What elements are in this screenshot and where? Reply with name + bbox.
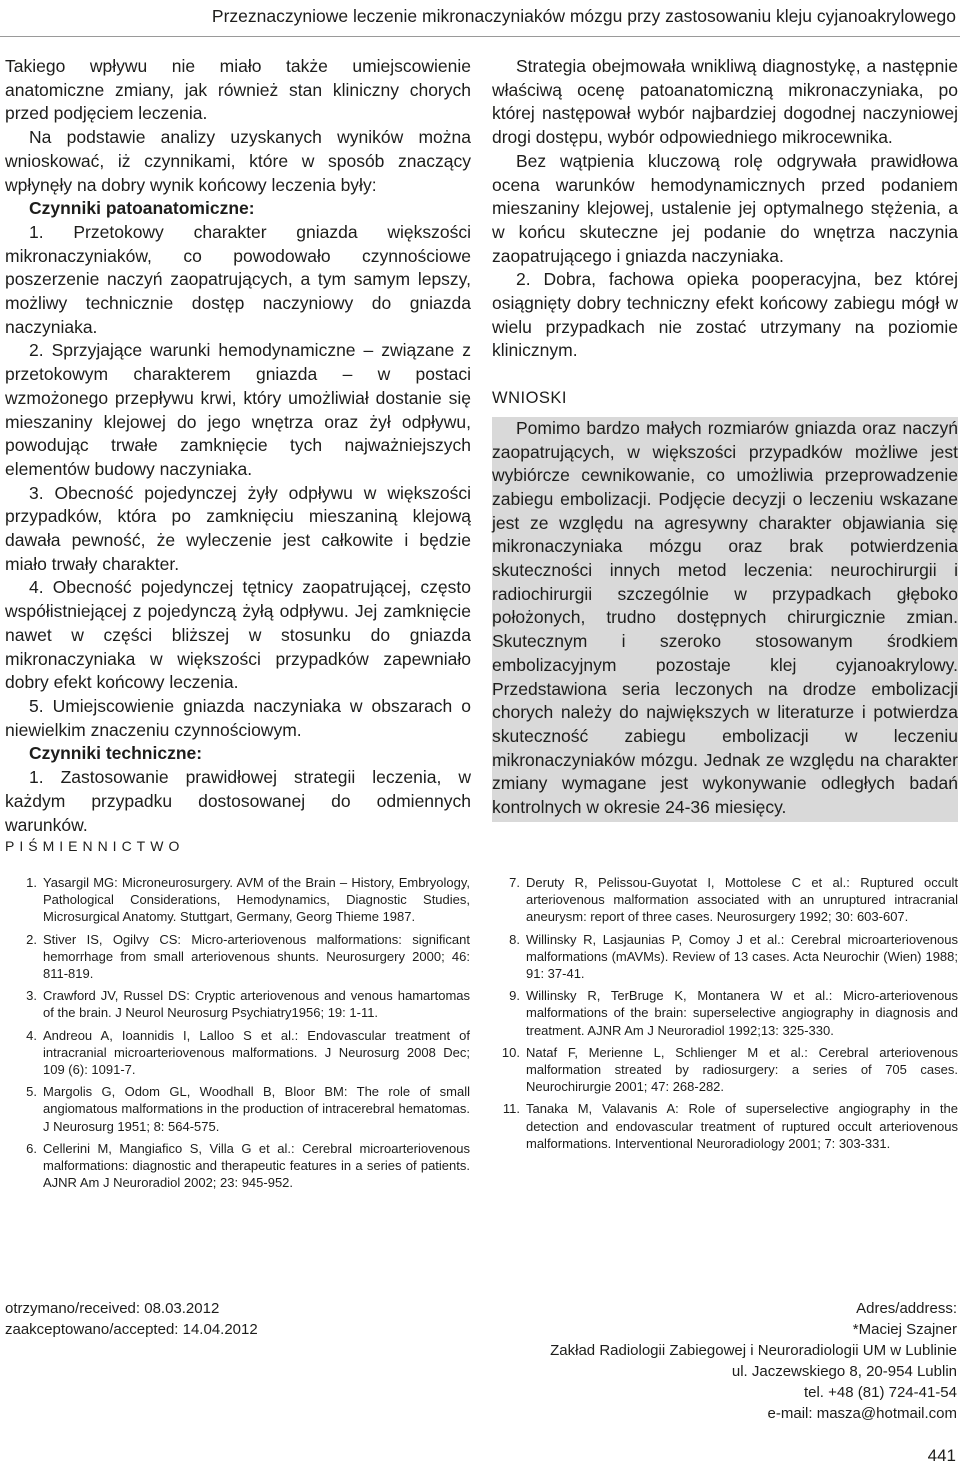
header-title: Przeznaczyniowe leczenie mikronaczyniaków mózgu przy zastosowaniu kleju cyjanoakrylowego — [211, 6, 956, 26]
reference-text: Nataf F, Merienne L, Schlienger M et al.: Cerebral arteriovenous malformation streated by radiosurgery: a series of 705 cases. Neurochirurgie 2001; 47: 268-282. — [526, 1044, 958, 1095]
reference-item — [498, 1100, 958, 1152]
references-left — [15, 874, 470, 1196]
reference-number: 7. — [509, 875, 520, 890]
correspondence-address — [550, 1298, 957, 1424]
running-header — [0, 0, 960, 37]
reference-number: 4. — [26, 1027, 37, 1043]
section-heading-conclusions: WNIOSKI — [492, 389, 568, 408]
paragraph: 4. Obecność pojedynczej tętnicy zaopatrującej, często współistniejącej z pojedynczą żyłą odpływu. Jej zamknięcie nawet w części bliższej w stosunku do gniazda mikronaczyniaka w większości przypadków zapewniało dobry efekt końcowy leczenia. — [5, 577, 471, 693]
paragraph: 1. Przetokowy charakter gniazda większości mikronaczyniaków, co powodowało czynnościowe poszerzenie naczyń zaopatrujących, a tym samym lepszy, możliwy technicznie dostęp naczyniowy do gniazda naczyniaka. — [5, 221, 471, 337]
conclusions-box: Pomimo bardzo małych rozmiarów gniazda oraz naczyń zaopatrujących, w większości przypadków możliwe jest wybiórcze cewnikowanie, co umożliwia przeprowadzenie zabiegu embolizacji. Podjęcie decyzji o leczeniu wskazane jest ze względu na agresywny charakter objawiania się mikronaczyniaka mózgu oraz brak potwierdzenia skuteczności innych metod leczenia: neurochirurgii i radiochirurgii szczególnie w przypadkach głęboko położonych, trudno dostępnych chirurgicznie zmian. Skutecznym i szeroko stosowanym środkiem embolizacyjnym pozostaje klej cyjanoakrylowy. Przedstawiona seria leczonych na drodze embolizacji chorych należy do największych w literaturze i potwierdza skuteczność zabiegu embolizacji w leczeniu mikronaczyniaków mózgu. Jednak ze względu na charakter zmiany wymagane jest wykonywanie odległych badań kontrolnych w okresie 24-36 miesięcy. — [492, 417, 958, 822]
reference-item — [15, 987, 470, 1021]
reference-text: Willinsky R, Lasjaunias P, Comoy J et al.: Cerebral microarteriovenous malformations (mAVMs). Review of 13 cases. Acta Neurochir (Wien) 1988; 91: 37-41. — [526, 931, 958, 982]
manuscript-dates — [5, 1298, 258, 1340]
email: e-mail: masza@hotmail.com — [767, 1405, 957, 1422]
reference-number: 10. — [501, 1044, 520, 1060]
reference-number: 2. — [26, 931, 37, 947]
left-column — [5, 55, 471, 837]
reference-text: Deruty R, Pelissou-Guyotat I, Mottolese C et al.: Ruptured occult arteriovenous malformation associated with an unruptured intracranial aneurysm: report of three cases. Neurosurgery 1992; 30: 603-607. — [526, 875, 958, 925]
subheading-pathoanatomical: Czynniki patoanatomiczne: — [29, 198, 255, 219]
paragraph: 3. Obecność pojedynczej żyły odpływu w większości przypadków, która po zamknięciu mieszaniną klejową dawała pewność, że wyleczenie jest całkowite i będzie miało trwały charakter. — [5, 482, 471, 574]
reference-item — [15, 874, 470, 926]
paragraph: Bez wątpienia kluczową rolę odgrywała prawidłowa ocena warunków hemodynamicznych przed podaniem mieszaniny klejowej, ustalenie jej optymalnego stężenia, a w końcu skuteczne jej podanie do wnętrza naczynia zaopatrującego i gniazda naczyniaka. — [492, 150, 958, 266]
institution: Zakład Radiologii Zabiegowej i Neuroradiologii UM w Lublinie — [550, 1342, 957, 1359]
subheading-technical: Czynniki techniczne: — [29, 743, 203, 764]
author-name: *Maciej Szajner — [852, 1321, 957, 1338]
accepted-date: zaakceptowano/accepted: 14.04.2012 — [5, 1321, 258, 1338]
reference-item — [498, 931, 958, 983]
paragraph: Takiego wpływu nie miało także umiejscowienie anatomiczne zmiany, jak również stan kliniczny chorych przed podjęciem leczenia. — [5, 56, 471, 124]
reference-number: 3. — [26, 988, 37, 1004]
reference-number: 5. — [26, 1084, 37, 1100]
received-date: otrzymano/received: 08.03.2012 — [5, 1300, 220, 1317]
reference-number: 8. — [509, 931, 520, 947]
reference-item — [498, 1044, 958, 1096]
right-column — [492, 55, 958, 822]
page-number: 441 — [927, 1446, 956, 1465]
paragraph: Na podstawie analizy uzyskanych wyników można wnioskować, iż czynnikami, które w sposób znaczący wpłynęły na dobry wynik końcowy leczenia były: — [5, 127, 471, 195]
street-address: ul. Jaczewskiego 8, 20-954 Lublin — [731, 1363, 957, 1380]
references-title: PIŚMIENNICTWO — [5, 838, 185, 854]
reference-item — [498, 987, 958, 1039]
reference-text: Willinsky R, TerBruge K, Montanera W et al.: Micro-arteriovenous malformations of the brain: superselective angiography in diagnosis and treatment. AJNR Am J Neuroradiol 1992;13: 325-330. — [526, 988, 958, 1038]
reference-item — [15, 1027, 470, 1079]
paragraph: 5. Umiejscowienie gniazda naczyniaka w obszarach o niewielkim znaczeniu czynnościowym. — [5, 695, 471, 740]
reference-item — [15, 1140, 470, 1192]
reference-number: 6. — [26, 1140, 37, 1156]
paragraph: 1. Zastosowanie prawidłowej strategii leczenia, w każdym przypadku dostosowanej do odmiennych warunków. — [5, 767, 471, 835]
reference-text: Cellerini M, Mangiafico S, Villa G et al.: Cerebral microarteriovenous malformations: diagnostic and therapeutic features in a series of patients. AJNR Am J Neuroradiol 2002; 23: 945-952. — [43, 1140, 470, 1191]
reference-text: Crawford JV, Russel DS: Cryptic arteriovenous and venous hamartomas of the brain. J Neurol Neurosurg Psychiatry1956; 19: 1-11. — [43, 988, 470, 1021]
paragraph: 2. Dobra, fachowa opieka pooperacyjna, bez której osiągnięty dobry techniczny efekt końcowy zabiegu mógł w wielu przypadkach nie zostać utrzymany na poziomie klinicznym. — [492, 269, 958, 361]
paragraph: 2. Sprzyjające warunki hemodynamiczne – związane z przetokowym charakterem gniazda – w postaci wzmożonego przepływu krwi, który umożliwiał dostanie się mieszaniny klejowej do jego wnętrza oraz żył odpływu, powodując trwałe zamknięcie tych najważniejszych elementów budowy naczyniaka. — [5, 340, 471, 479]
address-label: Adres/address: — [856, 1300, 957, 1317]
reference-number: 11. — [502, 1101, 520, 1117]
phone: tel. +48 (81) 724-41-54 — [803, 1384, 957, 1401]
reference-text: Stiver IS, Ogilvy CS: Micro-arteriovenous malformations: significant hemorrhage from small arteriovenous shunts. Neurosurgery 2000; 46: 811-819. — [43, 931, 470, 982]
reference-item — [15, 1083, 470, 1135]
reference-text: Tanaka M, Valavanis A: Role of superselective angiography in the detection and endovascular treatment of ruptured occult arteriovenous malformations. Interventional Neuroradiology 2001; 7: 303-331. — [526, 1101, 958, 1151]
reference-number: 1. — [26, 875, 37, 890]
reference-text: Yasargil MG: Microneurosurgery. AVM of the Brain – History, Embryology, Pathological Considerations, Hemodynamics, Diagnostic Studies, Microsurgical Anatomy. Stuttgart, Germany, Georg Thieme 1987. — [43, 875, 470, 925]
reference-item — [498, 874, 958, 926]
reference-item — [15, 931, 470, 983]
reference-text: Andreou A, Ioannidis I, Lalloo S et al.: Endovascular treatment of intracranial microarteriovenous malformations. J Neurosurg 2008 Dec; 109 (6): 1091-7. — [43, 1027, 470, 1078]
reference-text: Margolis G, Odom GL, Woodhall B, Bloor BM: The role of small angiomatous malformations in the production of intracerebral hematomas. J Neurosurg 1951; 8: 564-575. — [43, 1084, 470, 1134]
references-right — [498, 874, 958, 1157]
reference-number: 9. — [509, 988, 520, 1004]
paragraph: Strategia obejmowała wnikliwą diagnostykę, a następnie właściwą ocenę patoanatomiczną mikronaczyniaka, po której następował wybór najbardziej dogodnej naczyniowej drogi dostępu, wybór odpowiedniego mikrocewnika. — [492, 56, 958, 148]
